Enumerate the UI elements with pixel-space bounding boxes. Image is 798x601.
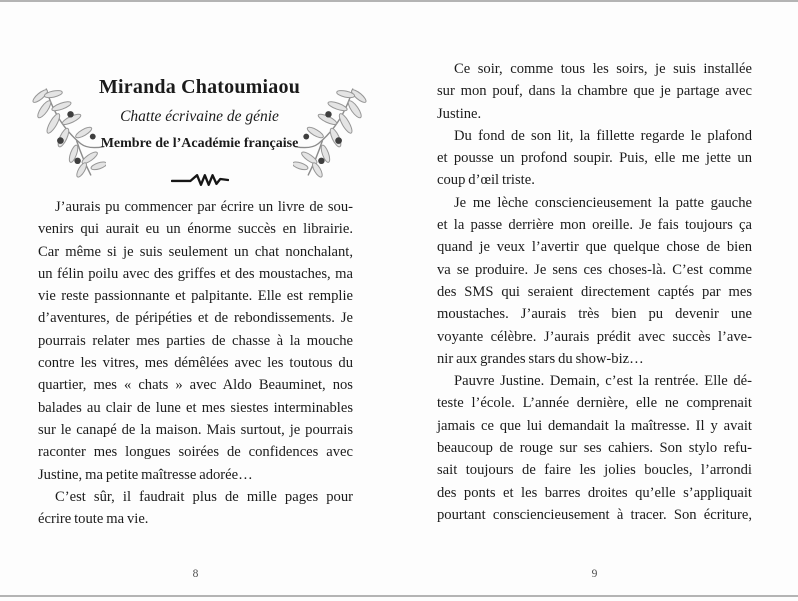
page-number: 8 — [192, 568, 199, 580]
text-line: des ponts et les barres droites qu’elle s’appliquait — [437, 484, 752, 501]
text-line: Justine. — [437, 105, 482, 122]
author-affiliation: Membre de l’Académie française — [100, 136, 299, 151]
text-line: raconter mes longues soirées de confidences avec — [38, 444, 353, 461]
text-line: écrire toute ma vie. — [38, 511, 149, 528]
text-line: va se produire. Je sens ces choses-là. C’est comme — [437, 261, 752, 278]
text-line: sait toujours de faire les jolies boucles, l’arrondi — [437, 462, 752, 479]
text-line: pourrais relater mes parties de chasse à la mouche — [38, 332, 353, 349]
text-line: venirs qui aurait eu un énorme succès en librairie. — [38, 221, 353, 238]
text-line: quand je veux l’avertir que quelque chose de bien — [437, 239, 752, 256]
text-line: un félin poilu avec des griffes et des moustaches, ma — [38, 265, 353, 282]
page-number: 9 — [591, 568, 598, 580]
text-line: jamais ce que lui demandait la maîtresse. Il y avait — [437, 417, 752, 434]
text-line: balades au clair de lune et mes siestes interminables — [38, 399, 353, 416]
text-line: nir aux grandes stars du show-biz… — [437, 350, 644, 367]
reader-frame-bottom — [0, 595, 798, 597]
text-line: sur le canapé de la maison. Mais surtout, je pourrais — [38, 421, 353, 438]
text-line: C’est sûr, il faudrait plus de mille pages pour — [55, 488, 353, 505]
text-line: beaucoup de rouge sur ses cahiers. Son stylo refu- — [437, 440, 752, 457]
author-title: Miranda Chatoumiaou — [98, 76, 301, 98]
text-line: vie reste passionnante et palpitante. Elle est remplie — [38, 288, 353, 305]
text-line: Ce soir, comme tous les soirs, je suis installée — [454, 61, 752, 77]
text-line: et pousse un profond soupir. Puis, elle me jette un — [437, 150, 752, 167]
text-line: pourtant consciencieusement à tracer. Son écriture, — [437, 506, 752, 523]
text-line: teste l’école. L’année dernière, elle ne comprenait — [437, 395, 752, 412]
text-line: coup d’œil triste. — [437, 172, 535, 189]
text-line: contre les vitres, mes démêlées avec les toutous du — [38, 355, 353, 372]
right-page[interactable] — [399, 0, 798, 601]
text-line: Pauvre Justine. Demain, c’est la rentrée. Elle dé- — [454, 373, 752, 390]
text-line: Car même si je suis seulement un chat nonchalant, — [38, 243, 353, 260]
text-line: sur mon pouf, dans la chambre que je partage avec — [437, 83, 752, 100]
text-line: des SMS qui seraient directement captés par mes — [437, 283, 752, 300]
text-line: et la passe derrière mon oreille. Je fais toujours ça — [437, 217, 752, 234]
text-line: quartier, mes « chats » avec Aldo Beauminet, nos — [38, 377, 353, 394]
squiggle-divider-icon — [171, 173, 229, 187]
body-text — [38, 196, 353, 530]
text-line: voyante célèbre. J’aurais prédit avec succès l’ave- — [437, 328, 752, 345]
text-line: Du fond de son lit, la fillette regarde le plafond — [454, 127, 752, 144]
text-line: J’aurais pu commencer par écrire un livre de sou- — [55, 199, 353, 215]
text-line: Justine, ma petite maîtresse adorée… — [38, 466, 253, 483]
text-line: moustaches. J’aurais très bien pu devenir une — [437, 306, 752, 323]
author-subtitle: Chatte écrivaine de génie — [120, 108, 279, 125]
text-line: d’aventures, de péripéties et de rebondissements. Je — [38, 310, 353, 327]
body-text — [437, 58, 752, 526]
text-line: Je me lèche consciencieusement la patte gauche — [454, 194, 752, 211]
